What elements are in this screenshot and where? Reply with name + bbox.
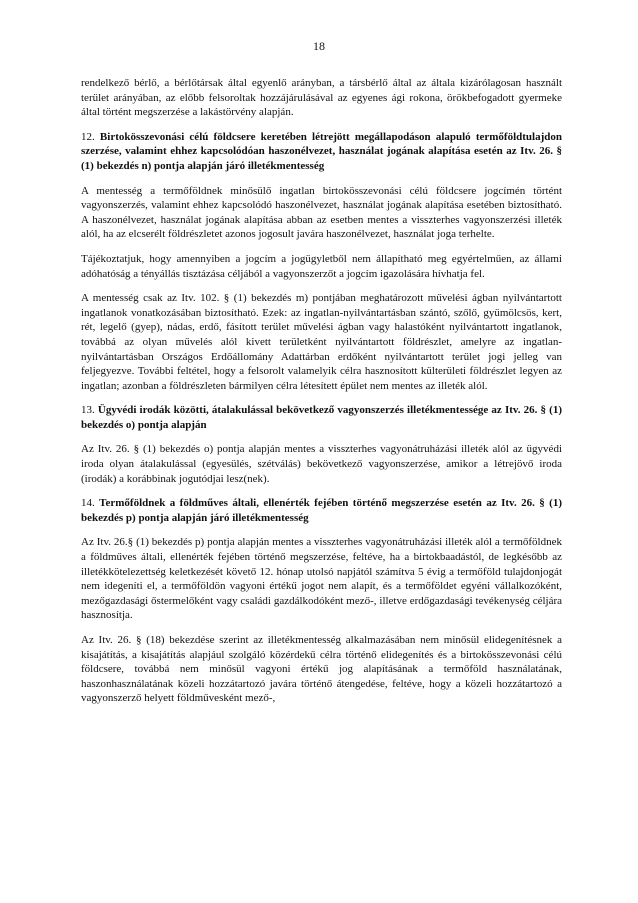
section-12-paragraph-3: A mentesség csak az Itv. 102. § (1) bekezdés m) pontjában meghatározott művelési ágban nyilvántartott ingatlanok vonatkozásában biztosítható. Ezek: az ingatlan-nyilvántartásban szántó, szőlő, gyümölcsös, kert, rét, legelő (gyep), nádas, erdő, fásított terület művelési ágban vagy halastóként nyilvántartott ingatlanok, továbbá az olyan művelés alól kivett területként nyilvántartott földrészlet, amelyre az ingatlan-nyilvántartásban Országos Erdőállomány Adattárban erdőként nyilvántartott terület jogi jelleg van feljegyezve. További feltétel, hogy a felsorolt valamelyik célra hasznosított külterületi földrészlet legyen az ingatlan; azonban a földrészleten bármilyen célra létesített épület nem mentes az illeték alól.	[81, 292, 562, 392]
section-14-paragraph-2: Az Itv. 26. § (18) bekezdése szerint az illetékmentesség alkalmazásában nem minősül elidegenítésnek a kisajátítás, a kisajátítás alapjául szolgáló közérdekű célra történő elidegenítés és a birtokösszevonási célú földcsere, továbbá nem minősül vagyoni értékű jog alapításának a termőföld használatának, haszonhasználatának közeli hozzátartozó javára történő átengedése, feltéve, hogy a közeli hozzátartozó a vagyonszerző helyett földművesként mező-,	[81, 634, 562, 705]
section-12-paragraph-2: Tájékoztatjuk, hogy amennyiben a jogcím a jogügyletből nem állapítható meg egyértelműen, az állami adóhatóság a tényállás tisztázása céljából a vagyonszerzőt a jogcím igazolására hívhatja fel.	[81, 252, 562, 280]
section-14-paragraph-1: Az Itv. 26.§ (1) bekezdés p) pontja alapján mentes a visszterhes vagyonátruházási illeték alól a termőföldnek a földműves általi, ellenérték fejében történő megszerzése, feltéve, ha a birtokbaadástól, de legkésőbb az illetékkötelezettség keletkezését követő 12. hónap utolsó napjától számítva 5 évig a termőföld tulajdonjogát nem idegeníti el, a termőföldön vagyoni értékű jogot nem alapít, és a termőföldet egyéni vállalkozóként, mezőgazdasági őstermelőként vagy családi gazdálkodóként mező-, illetve erdőgazdasági tevékenység céljára hasznosítja.	[81, 536, 562, 622]
section-12-title: Birtokösszevonási célú földcsere keretében létrejött megállapodáson alapuló termőföldtulajdon szerzése, valamint ehhez kapcsolódóan haszonélvezet, használat jogának alapítása esetén az Itv. 26. § (1) bekezdés n) pontja alapján járó illetékmentesség	[81, 130, 562, 172]
section-14-heading	[81, 496, 562, 525]
section-12-paragraph-1: A mentesség a termőföldnek minősülő ingatlan birtokösszevonási célú földcsere jogcímén történt vagyonszerzés, valamint ehhez kapcsolódó haszonélvezet, használat jogának alapítása esetében biztosítható. A haszonélvezet, használat jogának alapítása abban az esetben mentes a visszterhes vagyonszerzési illeték alól, ha az elcserélt földrészletet azonos jogosult javára haszonélvezet, használat joga terhelte.	[81, 184, 562, 241]
section-14-title: Termőföldnek a földműves általi, ellenérték fejében történő megszerzése esetén az Itv. 26. § (1) bekezdés p) pontja alapján járó illetékmentesség	[81, 497, 562, 524]
section-13-number: 13.	[81, 404, 95, 417]
section-14-number: 14.	[81, 497, 95, 510]
page-content	[81, 76, 562, 716]
section-13-heading	[81, 403, 562, 432]
intro-paragraph: rendelkező bérlő, a bérlőtársak által egyenlő arányban, a társbérlő által az általa kizárólagosan használt terület arányában, az előbb felsoroltak hozzájárulásával az egyenes ági rokona, örökbefogadott gyermeke által történt megszerzése a lakástörvény alapján.	[81, 77, 562, 119]
section-13-paragraph-1: Az Itv. 26. § (1) bekezdés o) pontja alapján mentes a visszterhes vagyonátruházási illeték alól az ügyvédi iroda olyan átalakulással (egyesülés, szétválás) bekövetkező vagyonszerzése, amikor a létrejövő iroda (irodák) a korábbinak jogutódjai lesz(nek).	[81, 443, 562, 485]
section-12-heading	[81, 130, 562, 174]
page-number: 18	[313, 39, 325, 53]
section-13-title: Ügyvédi irodák közötti, átalakulással bekövetkező vagyonszerzés illetékmentessége az Itv. 26. § (1) bekezdés o) pontja alapján	[81, 404, 563, 431]
section-12-number: 12.	[81, 130, 95, 143]
